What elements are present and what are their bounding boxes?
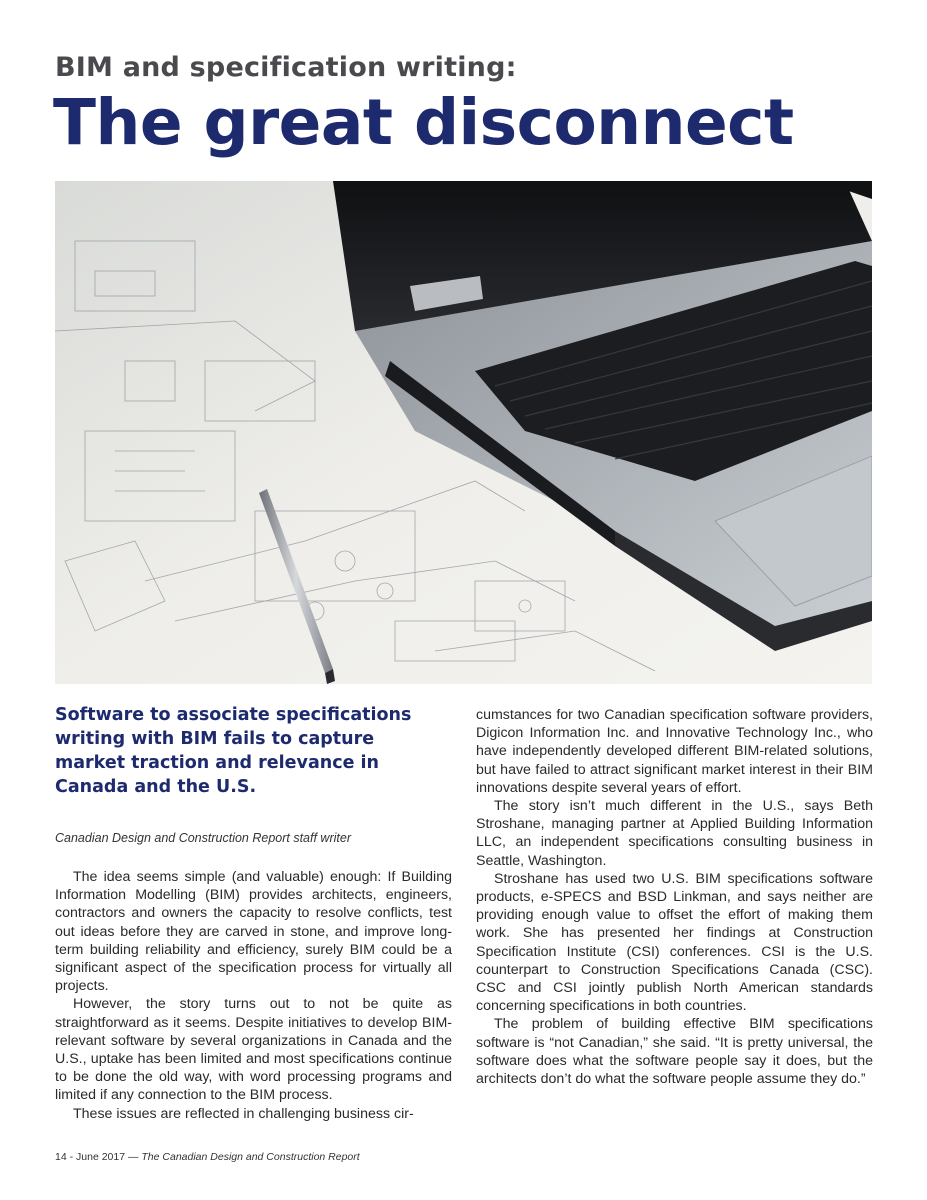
paragraph: However, the story turns out to not be quite as straightforward as it seems. Despite initiatives to develop BIM-relevant software by several organizations in Canada and the U.S., uptake has been limited and most specifications continue to be done the old way, with word processing programs and limited if any connection to the BIM process. — [55, 996, 452, 1104]
paragraph-continuation: cumstances for two Canadian specification software providers, Digicon Information Inc. and Innovative Technology Inc., who have independently developed different BIM-related solutions, but have failed to attract significant market interest in their BIM innovations despite several years of effort. — [476, 707, 873, 796]
article-kicker: BIM and specification writing: — [55, 52, 517, 83]
article-photo — [55, 181, 872, 684]
body-left — [55, 868, 452, 1123]
footer-page: 14 - June 2017 — — [55, 1151, 142, 1163]
footer-publication: The Canadian Design and Construction Report — [141, 1151, 360, 1163]
paragraph: Stroshane has used two U.S. BIM specifications software products, e-SPECS and BSD Linkman, and says neither are providing enough value to offset the effort of making them work. She has presented her findings at Construction Specification Institute (CSI) conferences. CSI is the U.S. counterpart to Construction Specifications Canada (CSC). CSC and CSI jointly publish North American standards concerning specifications in both countries. — [476, 870, 873, 1015]
byline: Canadian Design and Construction Report staff writer — [55, 831, 351, 845]
article-deck: Software to associate specifications writing with BIM fails to capture market traction and relevance in Canada and the U.S. — [55, 705, 412, 797]
paragraph: The story isn’t much different in the U.S., says Beth Stroshane, managing partner at Applied Building Information LLC, an independent specifications consulting business in Seattle, Washington. — [476, 798, 873, 869]
paragraph: These issues are reflected in challenging business cir- — [73, 1105, 414, 1122]
body-right — [476, 706, 873, 1088]
paragraph: The problem of building effective BIM specifications software is “not Canadian,” she said. “It is pretty universal, the software does what the software people say it does, but the architects don’t do what the software people assume they do.” — [476, 1016, 873, 1088]
paragraph: The idea seems simple (and valuable) enough: If Building Information Modelling (BIM) provides architects, engineers, contractors and owners the capacity to resolve conflicts, test out ideas before they are carved in stone, and improve long-term building reliability and efficiency, surely BIM could be a significant aspect of the specification process for virtually all projects. — [55, 869, 452, 995]
article-headline: The great disconnect — [53, 86, 794, 159]
right-column — [476, 706, 873, 1088]
left-column — [55, 703, 452, 1123]
page-footer — [55, 1151, 360, 1163]
